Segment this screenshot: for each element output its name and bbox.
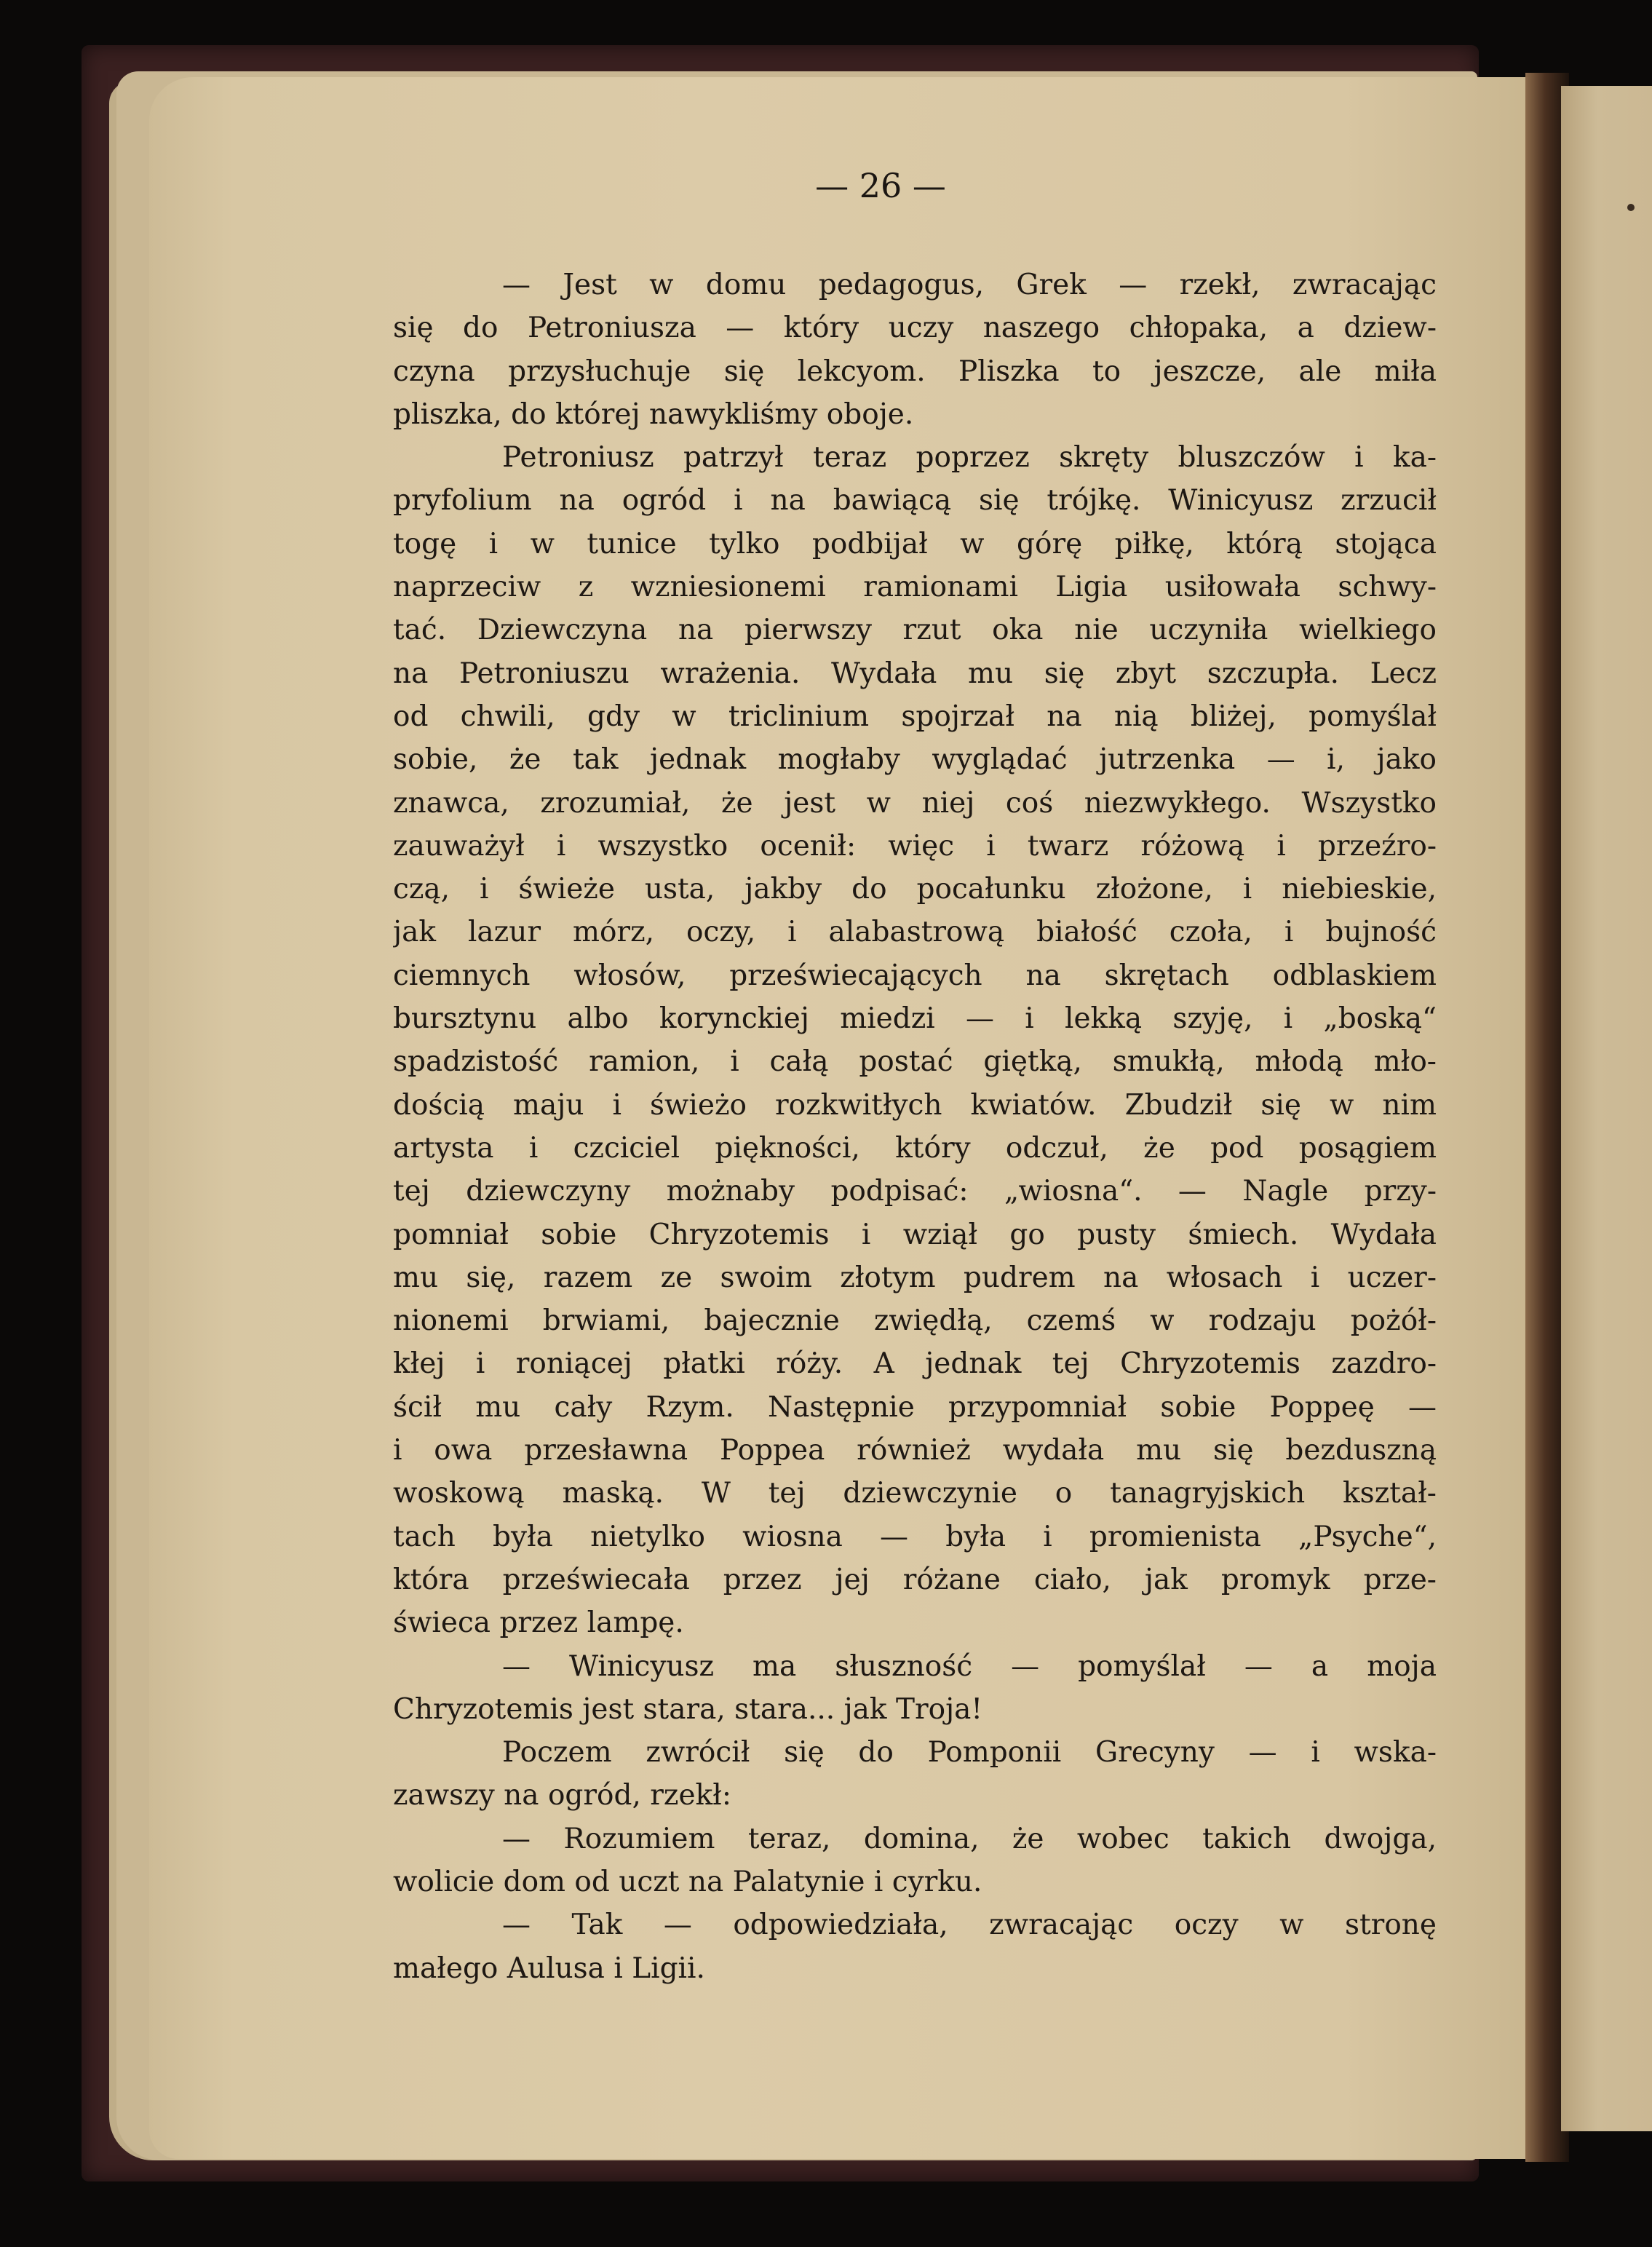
body-text [393,263,1437,1990]
text-line: tać. Dziewczyna na pierwszy rzut oka nie uczyniła wielkiego [393,614,1437,647]
text-line: zawszy na ogród, rzekł: [393,1779,731,1812]
text-line: — Jest w domu pedagogus, Grek — rzekł, zwracając [502,269,1437,301]
text-line: czą, i świeże usta, jakby do pocałunku złożone, i niebieskie, [393,873,1437,906]
facing-page-mark [1627,204,1635,211]
text-line: bursztynu albo korynckiej miedzi — i lekką szyję, i „boską“ [393,1002,1437,1036]
text-line: ścił mu cały Rzym. Następnie przypomniał sobie Poppeę — [393,1390,1437,1424]
text-line: artysta i czciciel piękności, który odczuł, że pod posągiem [393,1131,1437,1165]
text-line: Poczem zwrócił się do Pomponii Grecyny — i wska- [502,1736,1437,1770]
text-line: pliszka, do której nawykliśmy oboje. [393,397,914,431]
text-line: — Tak — odpowiedziała, zwracając oczy w stronę [502,1909,1437,1942]
text-line: dością maju i świeżo rozkwitłych kwiatów. Zbudził się w nim [393,1088,1437,1122]
text-line: mu się, razem ze swoim złotym pudrem na włosach i uczer- [393,1261,1437,1294]
text-line: spadzistość ramion, i całą postać giętką, smukłą, młodą mło- [393,1045,1437,1079]
text-line: ciemnych włosów, przeświecających na skrętach odblaskiem [393,959,1437,992]
facing-page-edge [1561,86,1652,2131]
text-line: się do Petroniusza — który uczy naszego chłopaka, a dziew- [393,312,1437,345]
text-line: tach była nietylko wiosna — była i promienista „Psyche“, [393,1520,1437,1553]
text-line: na Petroniuszu wrażenia. Wydała mu się zbyt szczupła. Lecz [393,657,1437,690]
text-line: która przeświecała przez jej różane ciało, jak promyk prze- [393,1563,1437,1596]
text-line: kłej i roniącej płatki róży. A jednak tej Chryzotemis zazdro- [393,1347,1437,1381]
text-line: zauważył i wszystko ocenił: więc i twarz różową i przeźro- [393,829,1437,863]
text-line: nionemi brwiami, bajecznie zwiędłą, czemś w rodzaju pożół- [393,1304,1437,1338]
text-line: tej dziewczyny możnaby podpisać: „wiosna“. — Nagle przy- [393,1175,1437,1208]
page-number: — 26 — [815,166,946,205]
text-line: pryfolium na ogród i na bawiącą się trójkę. Winicyusz zrzucił [393,484,1437,518]
text-line: naprzeciw z wzniesionemi ramionami Ligia usiłowała schwy- [393,571,1437,604]
text-line: i owa przesławna Poppea również wydała mu się bezduszną [393,1434,1437,1467]
text-line: Chryzotemis jest stara, stara... jak Troja! [393,1692,983,1726]
text-line: od chwili, gdy w triclinium spojrzał na nią bliżej, pomyślał [393,700,1437,733]
text-line: czyna przysłuchuje się lekcyom. Pliszka to jeszcze, ale miła [393,354,1437,388]
text-line: — Winicyusz ma słuszność — pomyślał — a moja [502,1649,1437,1683]
text-line: Petroniusz patrzył teraz poprzez skręty bluszczów i ka- [502,441,1437,475]
text-line: sobie, że tak jednak mogłaby wyglądać jutrzenka — i, jako [393,743,1437,777]
text-line: woskową maską. W tej dziewczynie o tanagryjskich kształ- [393,1477,1437,1510]
text-line: — Rozumiem teraz, domina, że wobec takich dwojga, [502,1822,1437,1855]
text-line: znawca, zrozumiał, że jest w niej coś niezwykłego. Wszystko [393,786,1437,820]
text-line: pomniał sobie Chryzotemis i wziął go pusty śmiech. Wydała [393,1218,1437,1251]
text-line: togę i w tunice tylko podbijał w górę piłkę, którą stojąca [393,527,1437,560]
text-line: jak lazur mórz, oczy, i alabastrową białość czoła, i bujność [393,916,1437,949]
text-line: wolicie dom od uczt na Palatynie i cyrku. [393,1865,982,1898]
text-line: małego Aulusa i Ligii. [393,1951,705,1985]
text-line: świeca przez lampę. [393,1606,684,1640]
